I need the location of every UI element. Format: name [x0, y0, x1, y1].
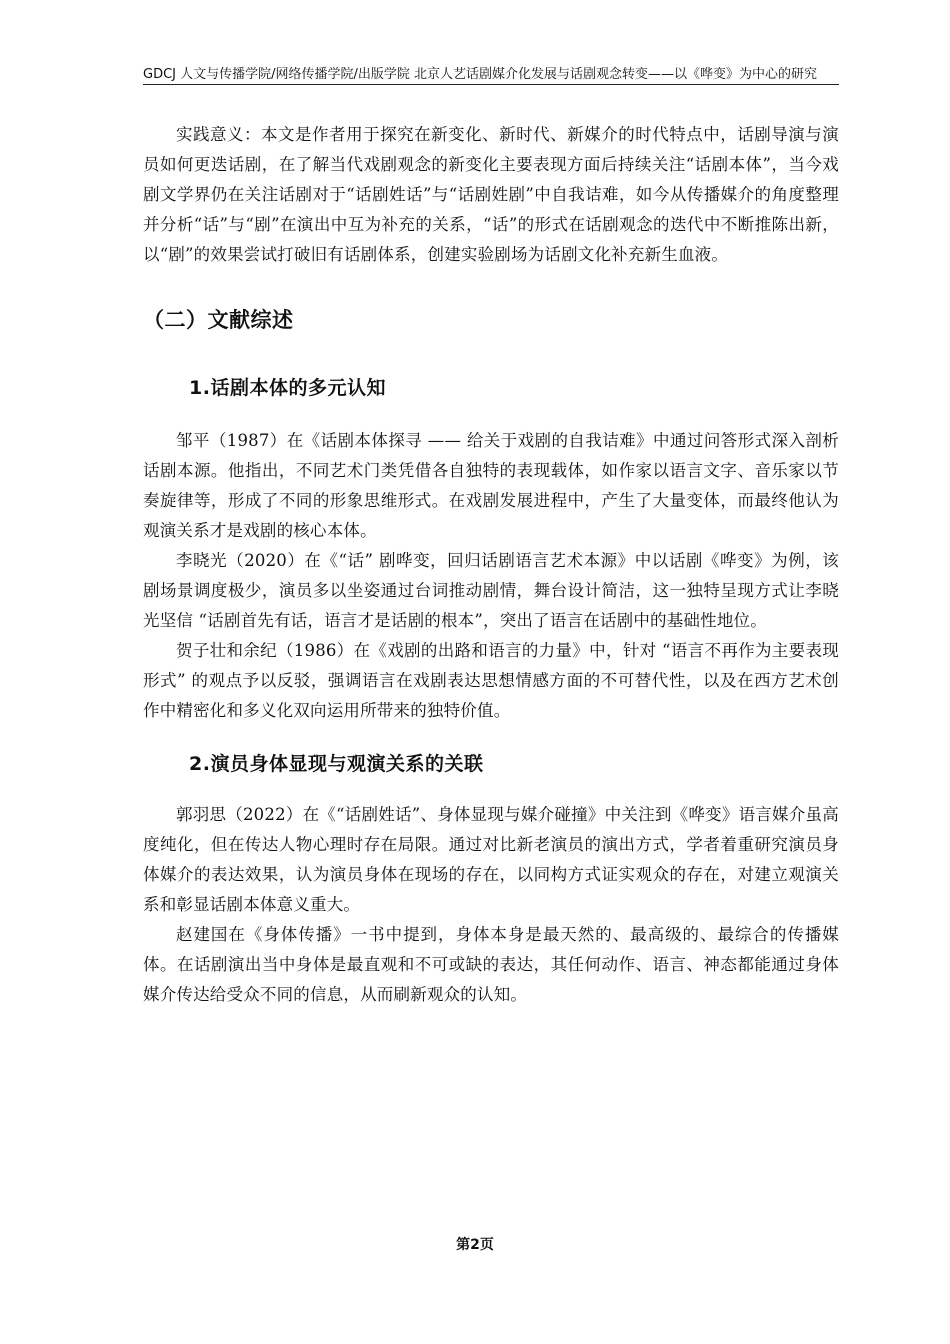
running-header: GDCJ 人文与传播学院/网络传播学院/出版学院 北京人艺话剧媒介化发展与话剧观念转变——以《哗变》为中心的研究	[143, 66, 839, 85]
paragraph-lixiaoguang: 李晓光（2020）在《“话” 剧哗变，回归话剧语言艺术本源》中以话剧《哗变》为例，该剧场景调度极少，演员多以坐姿通过台词推动剧情，舞台设计简洁，这一独特呈现方式让李晓光坚信 “话剧首先有话，语言才是话剧的根本”，突出了语言在话剧中的基础性地位。	[143, 551, 839, 630]
subsection-title-2: 2.演员身体显现与观演关系的关联	[189, 753, 484, 775]
page-number: 第2页	[456, 1237, 494, 1253]
paragraph-hezizhuang: 贺子壮和余纪（1986）在《戏剧的出路和语言的力量》中，针对 “语言不再作为主要表现形式” 的观点予以反驳，强调语言在戏剧表达思想情感方面的不可替代性，以及在西方艺术创作中精密化和多义化双向运用所带来的独特价值。	[143, 641, 839, 720]
section-title-literature-review: （二）文献综述	[143, 308, 294, 332]
paragraph-zouping: 邹平（1987）在《话剧本体探寻 —— 给关于戏剧的自我诘难》中通过问答形式深入剖析话剧本源。他指出，不同艺术门类凭借各自独特的表现载体，如作家以语言文字、音乐家以节奏旋律等，形成了不同的形象思维形式。在戏剧发展进程中，产生了大量变体，而最终他认为观演关系才是戏剧的核心本体。	[143, 431, 839, 540]
paragraph-guoyusi: 郭羽思（2022）在《“话剧姓话”、身体显现与媒介碰撞》中关注到《哗变》语言媒介虽高度纯化，但在传达人物心理时存在局限。通过对比新老演员的演出方式，学者着重研究演员身体媒介的表达效果，认为演员身体在现场的存在，以同构方式证实观众的存在，对建立观演关系和彰显话剧本体意义重大。	[143, 805, 839, 914]
practice-significance-paragraph: 实践意义：本文是作者用于探究在新变化、新时代、新媒介的时代特点中，话剧导演与演员如何更迭话剧，在了解当代戏剧观念的新变化主要表现方面后持续关注“话剧本体”，当今戏剧文学界仍在关注话剧对于“话剧姓话”与“话剧姓剧”中自我诘难，如今从传播媒介的角度整理并分析“话”与“剧”在演出中互为补充的关系，“话”的形式在话剧观念的迭代中不断推陈出新，以“剧”的效果尝试打破旧有话剧体系，创建实验剧场为话剧文化补充新生血液。	[143, 125, 839, 264]
page-content	[143, 120, 839, 1010]
paragraph-zhaojianguo: 赵建国在《身体传播》一书中提到，身体本身是最天然的、最高级的、最综合的传播媒体。在话剧演出当中身体是最直观和不可或缺的表达，其任何动作、语言、神态都能通过身体媒介传达给受众不同的信息，从而刷新观众的认知。	[143, 925, 839, 1004]
subsection-title-1: 1.话剧本体的多元认知	[189, 377, 386, 399]
